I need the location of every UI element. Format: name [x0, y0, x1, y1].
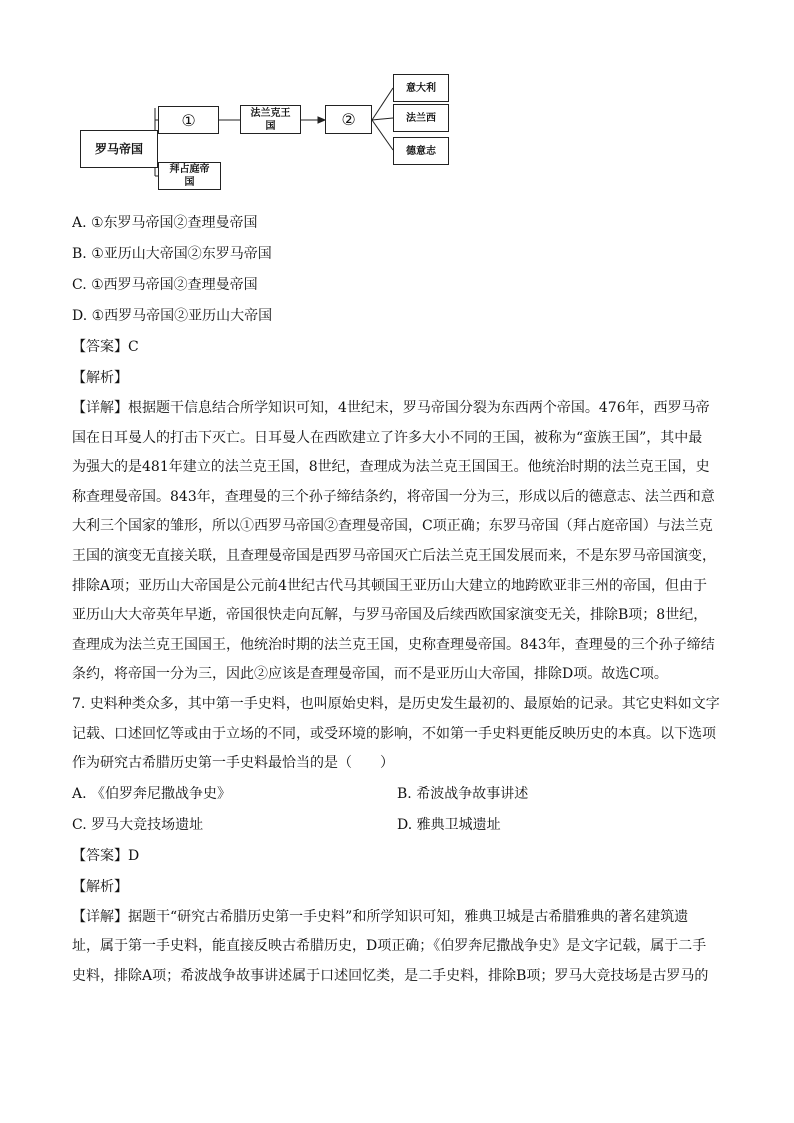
page-content — [72, 208, 722, 992]
q6-detail-line: 查理成为法兰克王国国王，他统治时期的法兰克王国，史称查理曼帝国。843年，查理曼的三个孙子缔结 — [72, 636, 715, 653]
empire-evolution-diagram — [0, 0, 794, 200]
germany-box: 德意志 — [393, 137, 449, 165]
q6-answer: 【答案】C — [72, 339, 139, 355]
q7-option-b: B. 希波战争故事讲述 — [397, 785, 529, 802]
q6-detail-line: 大利三个国家的雏形，所以①西罗马帝国②查理曼帝国，C项正确；东罗马帝国（拜占庭帝国）与法兰克 — [72, 518, 713, 535]
q6-detail-line: 国在日耳曼人的打击下灭亡。日耳曼人在西欧建立了许多大小不同的王国，被称为“蛮族王国”，其中最 — [72, 429, 703, 446]
q6-detail-line: 条约，将帝国一分为三，因此②应该是查理曼帝国，而不是亚历山大帝国，排除D项。故选C项。 — [72, 666, 668, 683]
q6-option-c: C. ①西罗马帝国②查理曼帝国 — [72, 277, 258, 293]
frankish-kingdom-box: 法兰克王国 — [240, 105, 301, 134]
q7-answer: 【答案】D — [72, 847, 140, 864]
q6-detail-line: 亚历山大大帝英年早逝，帝国很快走向瓦解，与罗马帝国及后续西欧国家演变无关，排除B项；8世纪， — [72, 607, 708, 624]
q7-detail-line: 史料，排除A项；希波战争故事讲述属于口述回忆类，是二手史料，排除B项；罗马大竞技场是古罗马的 — [72, 967, 709, 984]
q7-analysis-heading: 【解析】 — [72, 878, 128, 895]
q7-stem-line: 7. 史料种类众多，其中第一手史料，也叫原始史料，是历史发生最初的、最原始的记录。其它史料如文字 — [72, 695, 720, 712]
q7-detail-line: 址，属于第一手史料，能直接反映古希腊历史，D项正确；《伯罗奔尼撒战争史》是文字记载，属于二手 — [72, 938, 707, 955]
q7-option-d: D. 雅典卫城遗址 — [397, 816, 501, 833]
unknown-box-1: ① — [158, 106, 219, 134]
q7-option-a: A. 《伯罗奔尼撒战争史》 — [72, 785, 232, 802]
q6-analysis-heading: 【解析】 — [72, 370, 128, 386]
q6-detail-line: 为强大的是481年建立的法兰克王国，8世纪，查理成为法兰克王国国王。他统治时期的法兰克王国，史 — [72, 459, 710, 476]
roman-empire-box: 罗马帝国 — [80, 130, 158, 168]
byzantine-empire-box: 拜占庭帝国 — [158, 162, 221, 190]
q6-detail-line: 【详解】根据题干信息结合所学知识可知，4世纪末，罗马帝国分裂为东西两个帝国。476年，西罗马帝 — [72, 400, 710, 416]
q7-options-row-2 — [72, 810, 722, 841]
q6-detail-line: 排除A项；亚历山大帝国是公元前4世纪古代马其顿国王亚历山大建立的地跨欧亚非三州的帝国，但由于 — [72, 577, 708, 594]
q6-option-d: D. ①西罗马帝国②亚历山大帝国 — [72, 308, 273, 324]
france-box: 法兰西 — [393, 104, 449, 132]
q6-option-b: B. ①亚历山大帝国②东罗马帝国 — [72, 246, 272, 262]
italy-box: 意大利 — [393, 74, 449, 102]
q7-stem-line: 作为研究古希腊历史第一手史料最恰当的是（ ） — [72, 755, 394, 772]
q7-stem — [72, 690, 722, 779]
q7-detail-line: 【详解】据题干“研究古希腊历史第一手史料”和所学知识可知，雅典卫城是古希腊雅典的著名建筑遗 — [72, 908, 689, 925]
q6-detail-line: 王国的演变无直接关联，且查理曼帝国是西罗马帝国灭亡后法兰克王国发展而来，不是东罗马帝国演变， — [72, 547, 716, 564]
q7-option-c: C. 罗马大竞技场遗址 — [72, 816, 204, 833]
q7-stem-line: 记载、口述回忆等或由于立场的不同，或受环境的影响，不如第一手史料更能反映历史的本真。以下选项 — [72, 725, 716, 742]
q7-options-row-1 — [72, 779, 722, 810]
unknown-box-2: ② — [325, 105, 372, 134]
q6-detail — [72, 394, 722, 690]
q6-option-a: A. ①东罗马帝国②查理曼帝国 — [72, 215, 258, 231]
q6-detail-line: 称查理曼帝国。843年，查理曼的三个孙子缔结条约，将帝国一分为三，形成以后的德意志、法兰西和意 — [72, 488, 715, 505]
q7-detail — [72, 903, 722, 992]
